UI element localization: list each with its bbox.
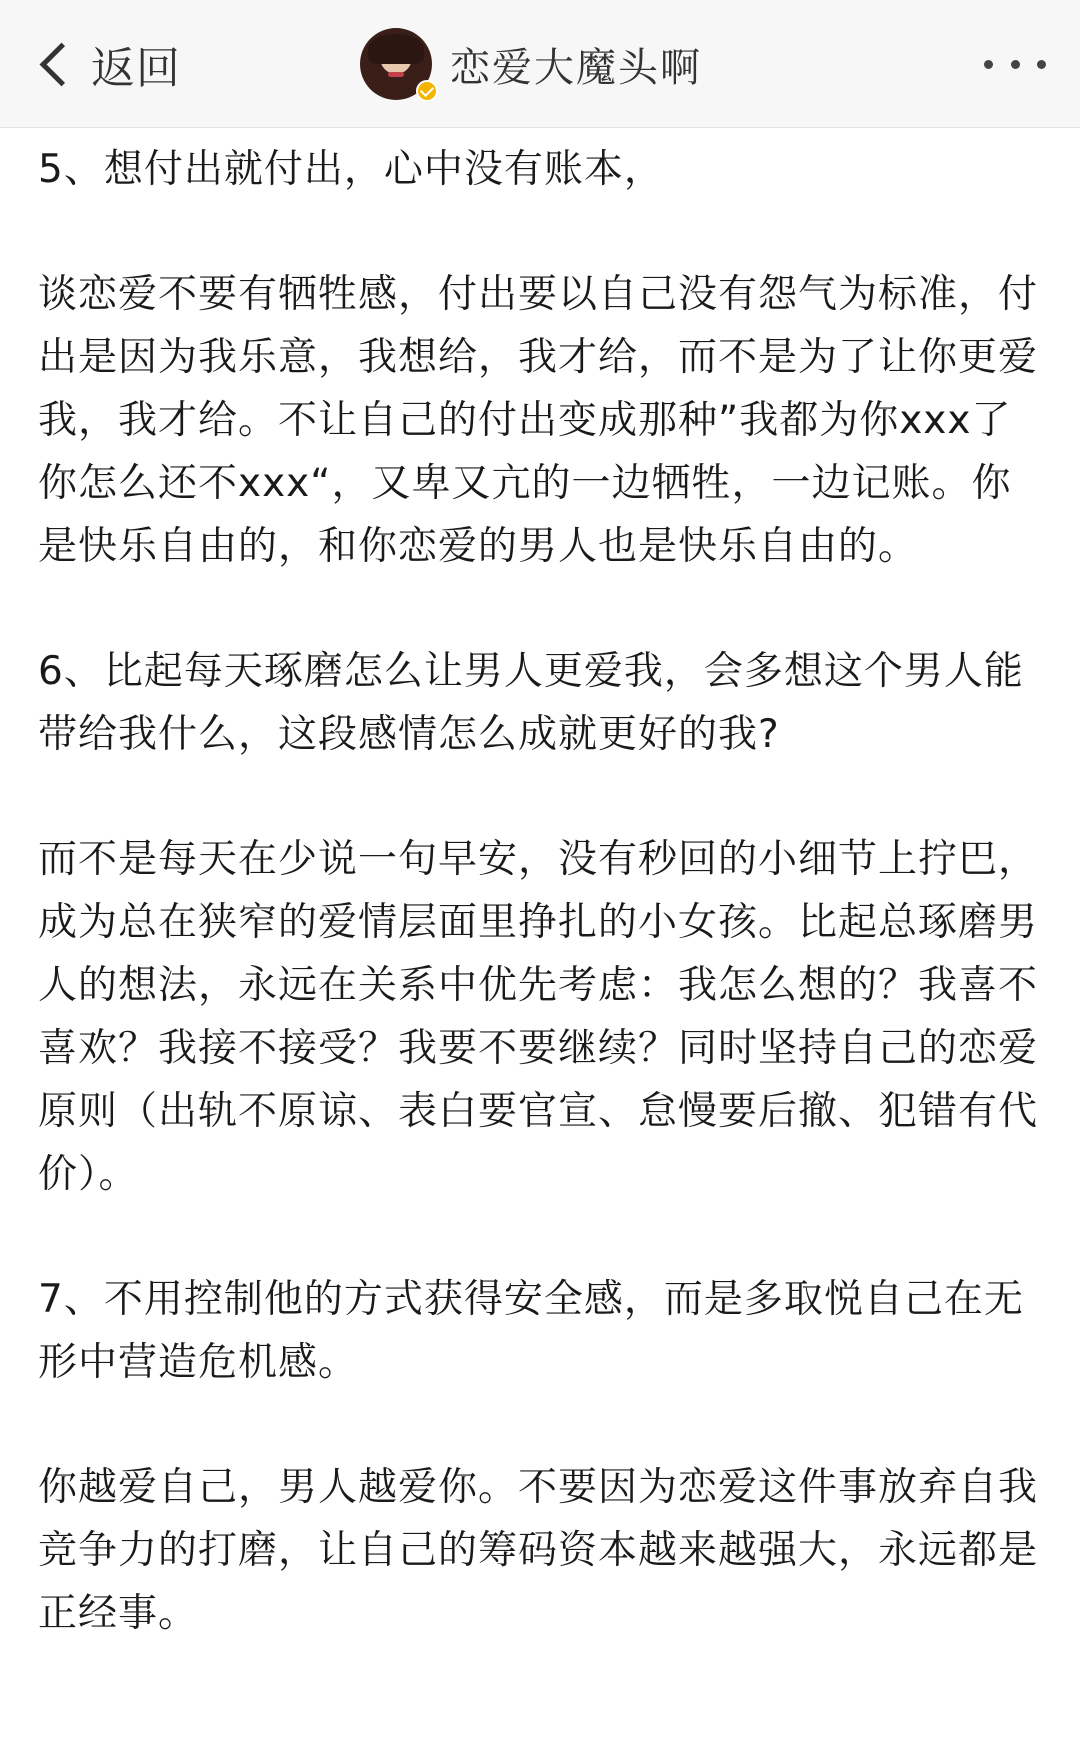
more-dots-icon	[1011, 60, 1020, 69]
account-name[interactable]: 恋爱大魔头啊	[450, 44, 702, 91]
paragraph-gap	[38, 201, 1050, 263]
account-profile[interactable]	[360, 26, 702, 102]
paragraph-no-sacrifice: 谈恋爱不要有牺牲感，付出要以自己没有怨气为标准，付出是因为我乐意，我想给，我才给，而不是为了让你更爱我，我才给。不让自己的付出变成那种”我都为你xxx了你怎么还不xxx“，又卑又亢的一边牺牲，一边记账。你是快乐自由的，和你恋爱的男人也是快乐自由的。	[38, 272, 1039, 569]
verified-badge-icon	[416, 80, 438, 102]
chevron-left-icon	[40, 42, 84, 86]
paragraph-love-yourself: 你越爱自己，男人越爱你。不要因为恋爱这件事放弃自我竞争力的打磨，让自己的筹码资本越来越强大，永远都是正经事。	[38, 1465, 1039, 1636]
back-label: 返回	[91, 43, 181, 94]
avatar[interactable]	[360, 28, 432, 100]
paragraph-gap	[38, 578, 1050, 640]
paragraph-gap	[38, 1206, 1050, 1268]
top-nav-bar	[0, 0, 1080, 128]
back-button[interactable]	[34, 34, 181, 94]
paragraph-gap	[38, 1394, 1050, 1456]
paragraph-point-7: 7、不用控制他的方式获得安全感，而是多取悦自己在无形中营造危机感。	[38, 1277, 1024, 1385]
article-body	[38, 138, 1050, 1645]
paragraph-priorities: 而不是每天在少说一句早安，没有秒回的小细节上拧巴，成为总在狭窄的爱情层面里挣扎的小女孩。比起总琢磨男人的想法，永远在关系中优先考虑：我怎么想的？我喜不喜欢？我接不接受？我要不要继续？同时坚持自己的恋爱原则（出轨不原谅、表白要官宣、怠慢要后撤、犯错有代价）。	[38, 837, 1039, 1197]
paragraph-point-6: 6、比起每天琢磨怎么让男人更爱我，会多想这个男人能带给我什么，这段感情怎么成就更好的我?	[38, 649, 1024, 757]
more-dots-icon	[984, 60, 993, 69]
more-button[interactable]	[984, 48, 1046, 80]
paragraph-gap	[38, 766, 1050, 828]
more-dots-icon	[1037, 60, 1046, 69]
paragraph-point-5: 5、想付出就付出，心中没有账本，	[38, 147, 664, 192]
